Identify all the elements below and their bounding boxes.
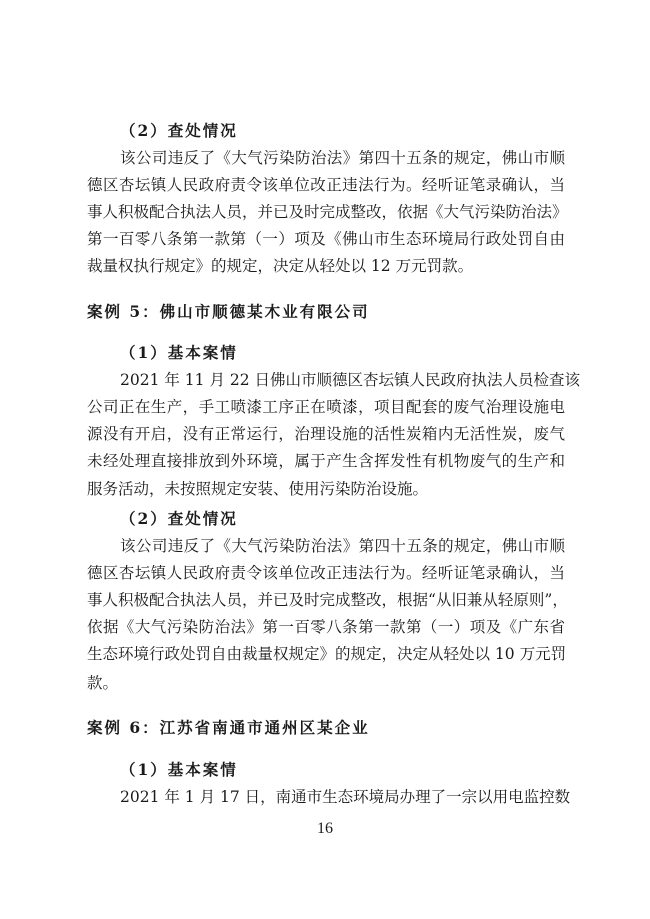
subheading-basic: （1）基本案情 xyxy=(120,760,238,779)
case-heading: 案例 6：江苏省南通市通州区某企业 xyxy=(87,718,370,737)
paragraph-line: 源没有开启，没有正常运行，治理设施的活性炭箱内无活性炭，废气 xyxy=(87,425,565,443)
paragraph-line: 未经处理直接排放到外环境，属于产生含挥发性有机物废气的生产和 xyxy=(87,452,565,470)
paragraph-line: 德区杏坛镇人民政府责令该单位改正违法行为。经听证笔录确认，当 xyxy=(87,176,565,194)
subheading-basic: （1）基本案情 xyxy=(120,343,238,362)
paragraph-line: 生态环境行政处罚自由裁量权规定》的规定，决定从轻处以 10 万元罚 xyxy=(87,645,567,663)
paragraph-line: 事人积极配合执法人员，并已及时完成整改，依据《大气污染防治法》 xyxy=(87,203,568,221)
paragraph-line: 该公司违反了《大气污染防治法》第四十五条的规定，佛山市顺 xyxy=(120,149,565,167)
page-number: 16 xyxy=(317,820,333,837)
paragraph-line: 公司正在生产，手工喷漆工序正在喷漆，项目配套的废气治理设施电 xyxy=(87,398,565,416)
subheading-penalty: （2）查处情况 xyxy=(120,509,238,528)
paragraph-line: 款。 xyxy=(87,674,119,692)
paragraph-line: 德区杏坛镇人民政府责令该单位改正违法行为。经听证笔录确认，当 xyxy=(87,564,565,582)
paragraph-line: 该公司违反了《大气污染防治法》第四十五条的规定，佛山市顺 xyxy=(120,537,565,555)
paragraph-line: 裁量权执行规定》的规定，决定从轻处以 12 万元罚款。 xyxy=(87,257,474,275)
paragraph-line: 服务活动，未按照规定安装、使用污染防治设施。 xyxy=(87,480,429,498)
subheading-penalty: （2）查处情况 xyxy=(120,121,238,140)
paragraph-line: 2021 年 1 月 17 日，南通市生态环境局办理了一宗以用电监控数 xyxy=(120,788,571,806)
case-heading: 案例 5：佛山市顺德某木业有限公司 xyxy=(87,302,370,321)
paragraph-line: 2021 年 11 月 22 日佛山市顺德区杏坛镇人民政府执法人员检查该 xyxy=(120,371,581,389)
paragraph-line: 第一百零八条第一款第（一）项及《佛山市生态环境局行政处罚自由 xyxy=(87,230,565,248)
paragraph-line: 事人积极配合执法人员，并已及时完成整改，根据“从旧兼从轻原则”， xyxy=(87,591,568,609)
paragraph-line: 依据《大气污染防治法》第一百零八条第一款第（一）项及《广东省 xyxy=(87,618,565,636)
